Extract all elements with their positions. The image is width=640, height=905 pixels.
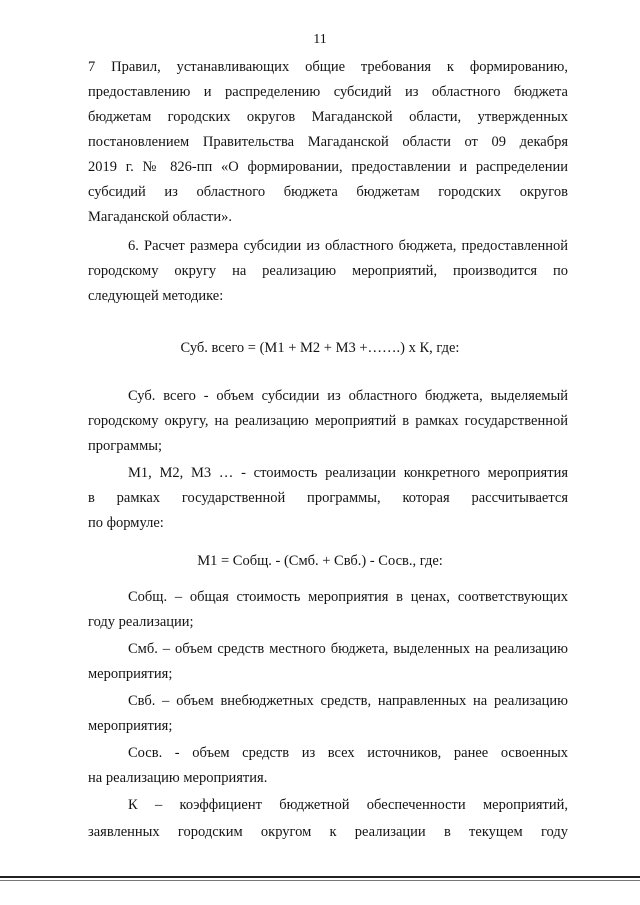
text-line: постановлением Правительства Магаданской области от 09 декабря [88, 134, 568, 150]
text-line: 2019 г. № 826-пп «О формировании, предоставлении и распределении [88, 159, 568, 175]
paragraph-start: 6. Расчет размера субсидии из областного бюджета, предоставленной [128, 238, 568, 254]
paragraph-start: Собщ. – общая стоимость мероприятия в ценах, соответствующих [128, 589, 568, 605]
text-line: городскому округу, на реализацию мероприятий в рамках государственной [88, 413, 568, 429]
text-line: мероприятия; [88, 666, 173, 682]
text-line: заявленных городским округом к реализации в текущем году [88, 824, 568, 840]
text-line: мероприятия; [88, 718, 173, 734]
formula-main: Суб. всего = (М1 + М2 + М3 +…….) х К, где: [180, 340, 460, 356]
text-line: предоставлению и распределению субсидий из областного бюджета [88, 84, 568, 100]
text-line: в рамках государственной программы, которая рассчитывается [88, 490, 568, 506]
text-line: на реализацию мероприятия. [88, 770, 268, 786]
formula-m1: М1 = Собщ. - (Смб. + Свб.) - Сосв., где: [197, 553, 443, 569]
scan-edge-line [0, 880, 640, 881]
text-line: программы; [88, 438, 163, 454]
text-line: следующей методике: [88, 288, 224, 304]
text-line: Магаданской области». [88, 209, 233, 225]
paragraph-start: Суб. всего - объем субсидии из областного бюджета, выделяемый [128, 388, 568, 404]
paragraph-start: М1, М2, М3 … - стоимость реализации конкретного мероприятия [128, 465, 568, 481]
paragraph-start: Смб. – объем средств местного бюджета, выделенных на реализацию [128, 641, 568, 657]
text-line: бюджетам городских округов Магаданской области, утвержденных [88, 109, 568, 125]
text-line: по формуле: [88, 515, 164, 531]
page-number: 11 [313, 32, 327, 47]
text-line: году реализации; [88, 614, 194, 630]
paragraph-start: К – коэффициент бюджетной обеспеченности мероприятий, [128, 797, 568, 813]
paragraph-start: Свб. – объем внебюджетных средств, направленных на реализацию [128, 693, 568, 709]
scan-edge-line [0, 876, 640, 878]
paragraph-start: Сосв. - объем средств из всех источников, ранее освоенных [128, 745, 568, 761]
text-line: субсидий из областного бюджета бюджетам городских округов [88, 184, 568, 200]
text-line: городскому округу на реализацию мероприятий, производится по [88, 263, 568, 279]
text-line: 7 Правил, устанавливающих общие требования к формированию, [88, 59, 568, 75]
